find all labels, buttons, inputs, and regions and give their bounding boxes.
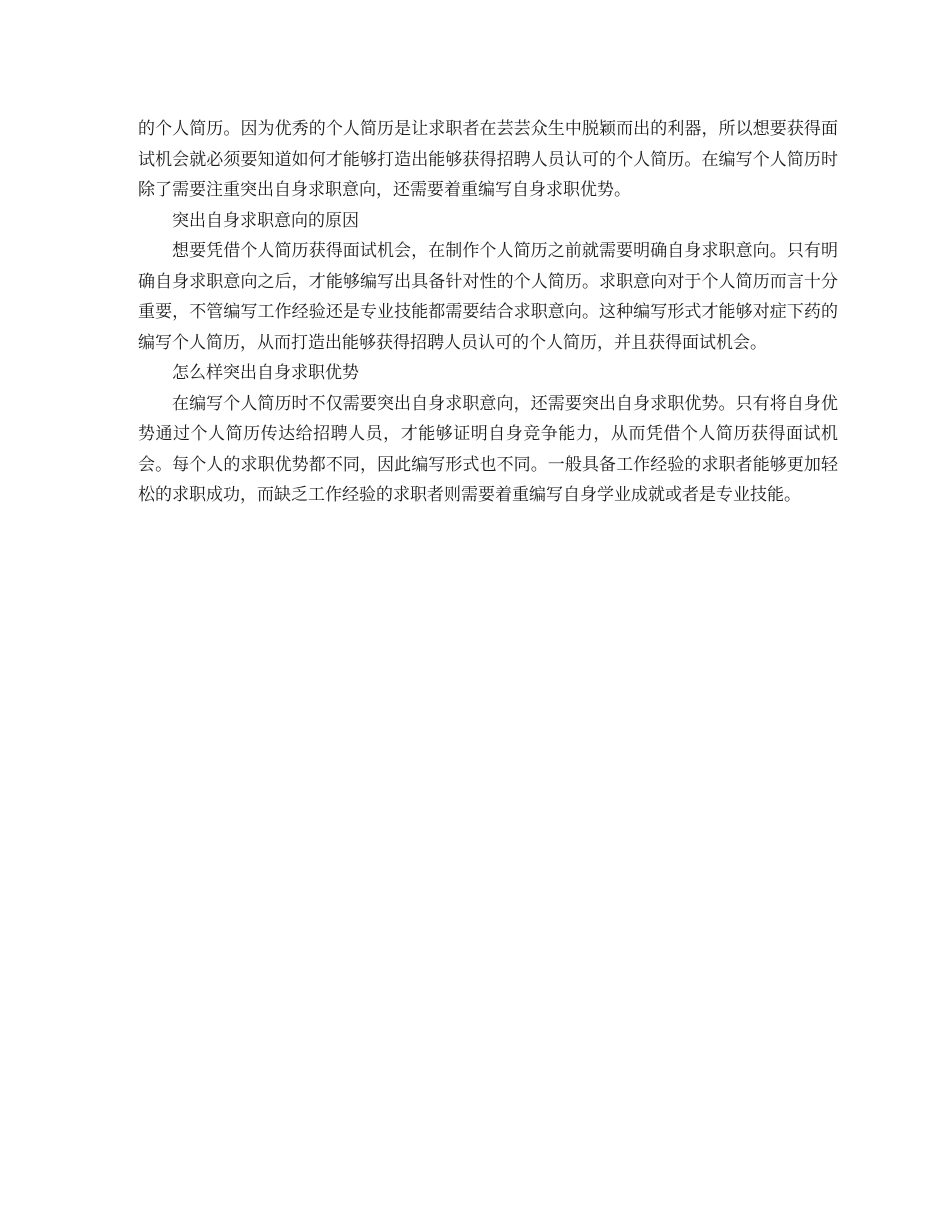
paragraph-intro-continued: 的个人简历。因为优秀的个人简历是让求职者在芸芸众生中脱颖而出的利器，所以想要获得面试机会就必须要知道如何才能够打造出能够获得招聘人员认可的个人简历。在编写个人简历时除了需要注重突出自身求职意向，还需要着重编写自身求职优势。: [138, 119, 838, 200]
document-body: [138, 114, 838, 511]
section-heading-job-advantage: 怎么样突出自身求职优势: [172, 363, 359, 383]
section-heading-job-intention: 突出自身求职意向的原因: [172, 210, 359, 231]
paragraph-job-advantage: 在编写个人简历时不仅需要突出自身求职意向，还需要突出自身求职优势。只有将自身优势通过个人简历传达给招聘人员，才能够证明自身竞争能力，从而凭借个人简历获得面试机会。每个人的求职优势都不同，因此编写形式也不同。一般具备工作经验的求职者能够更加轻松的求职成功，而缺乏工作经验的求职者则需要着重编写自身学业成就或者是专业技能。: [138, 393, 838, 505]
paragraph-job-intention: 想要凭借个人简历获得面试机会，在制作个人简历之前就需要明确自身求职意向。只有明确自身求职意向之后，才能够编写出具备针对性的个人简历。求职意向对于个人简历而言十分重要，不管编写工作经验还是专业技能都需要结合求职意向。这种编写形式才能够对症下药的编写个人简历，从而打造出能够获得招聘人员认可的个人简历，并且获得面试机会。: [138, 241, 838, 353]
